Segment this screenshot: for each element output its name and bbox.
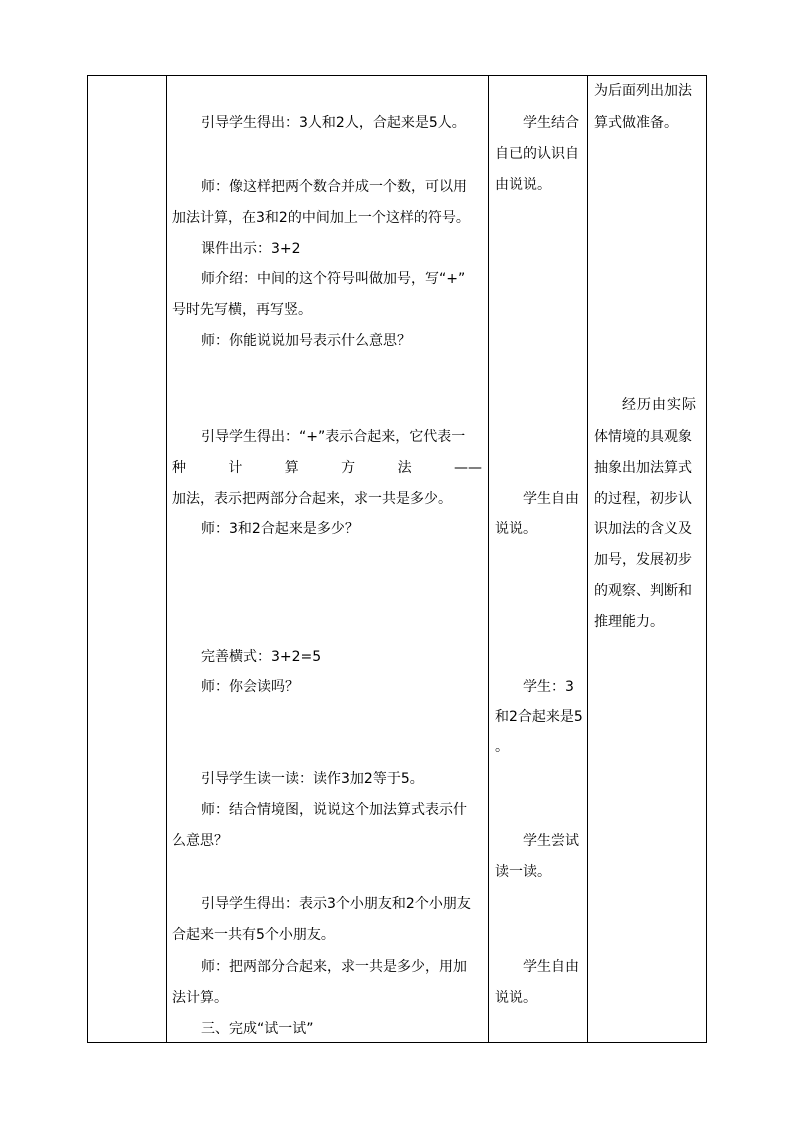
intent-1b: 算式做准备。 xyxy=(594,115,678,131)
table-bottom-border xyxy=(87,1042,707,1043)
student-2b: 说说。 xyxy=(495,521,537,537)
student-3a: 学生：3 xyxy=(523,679,574,695)
intent-2g: 的观察、判断和 xyxy=(594,583,692,599)
student-4a: 学生尝试 xyxy=(523,833,579,849)
para-complete-equation: 完善横式：3+2=5 xyxy=(201,649,322,665)
intent-2c: 抽象出加法算式 xyxy=(594,460,692,476)
student-2a: 学生自由 xyxy=(523,491,579,507)
para-guide-3a: 引导学生得出：表示3个小朋友和2个小朋友 xyxy=(201,896,471,912)
intent-2e: 识加法的含义及 xyxy=(594,521,692,537)
table-right-border xyxy=(706,75,707,1043)
para-teacher-summary-a: 师：把两部分合起来，求一共是多少，用加 xyxy=(201,959,467,975)
para-teacher-context-a: 师：结合情境图，说说这个加法算式表示什 xyxy=(201,802,467,818)
student-3c: 。 xyxy=(495,739,509,755)
justified-char: 计 xyxy=(228,460,243,476)
intent-2a: 经历由实际 xyxy=(622,397,697,413)
justified-char: 种 xyxy=(172,460,186,476)
student-4b: 读一读。 xyxy=(495,864,551,880)
intent-1a: 为后面列出加法 xyxy=(594,83,692,99)
intent-2d: 的过程，初步认 xyxy=(594,491,692,507)
student-1a: 学生结合 xyxy=(523,115,579,131)
student-1b: 自已的认识自 xyxy=(495,146,579,162)
para-guide-2b xyxy=(172,458,482,478)
table-left-border xyxy=(87,75,88,1043)
column-divider-3 xyxy=(587,75,588,1043)
para-teacher-question: 师：你能说说加号表示什么意思？ xyxy=(201,333,411,349)
para-guide-2c: 加法，表示把两部分合起来，求一共是多少。 xyxy=(172,491,452,507)
student-5a: 学生自由 xyxy=(523,959,579,975)
para-guide-3b: 合起来一共有5个小朋友。 xyxy=(172,927,335,943)
para-teacher-sum-question: 师：3和2合起来是多少？ xyxy=(201,521,359,537)
intent-2f: 加号，发展初步 xyxy=(594,552,692,568)
section-heading-3: 三、完成“试一试” xyxy=(201,1021,314,1037)
para-teacher-intro-a: 师介绍：中间的这个符号叫做加号，写“+” xyxy=(201,271,466,287)
intent-2h: 推理能力。 xyxy=(594,614,664,630)
para-courseware: 课件出示：3+2 xyxy=(201,241,301,257)
justified-char: —— xyxy=(453,460,482,476)
column-divider-2 xyxy=(488,75,489,1043)
para-guide-read: 引导学生读一读：读作3加2等于5。 xyxy=(201,771,424,787)
para-teacher-intro-b: 号时先写横，再写竖。 xyxy=(172,302,312,318)
para-guide-2a: 引导学生得出：“+”表示合起来，它代表一 xyxy=(201,429,466,445)
justified-char: 方 xyxy=(341,460,356,476)
para-guide-1: 引导学生得出：3人和2人，合起来是5人。 xyxy=(201,115,466,131)
student-1c: 由说说。 xyxy=(495,177,551,193)
table-top-border xyxy=(87,75,707,76)
para-teacher-read: 师：你会读吗？ xyxy=(201,679,299,695)
justified-char: 算 xyxy=(284,460,299,476)
column-divider-1 xyxy=(166,75,167,1043)
para-teacher-1a: 师：像这样把两个数合并成一个数，可以用 xyxy=(201,179,467,195)
para-teacher-summary-b: 法计算。 xyxy=(172,990,228,1006)
para-teacher-context-b: 么意思？ xyxy=(172,833,228,849)
intent-2b: 体情境的具观象 xyxy=(594,429,692,445)
justified-char: 法 xyxy=(397,460,412,476)
para-teacher-1b: 加法计算，在3和2的中间加上一个这样的符号。 xyxy=(172,210,470,226)
student-5b: 说说。 xyxy=(495,990,537,1006)
student-3b: 和2合起来是5 xyxy=(495,709,583,725)
